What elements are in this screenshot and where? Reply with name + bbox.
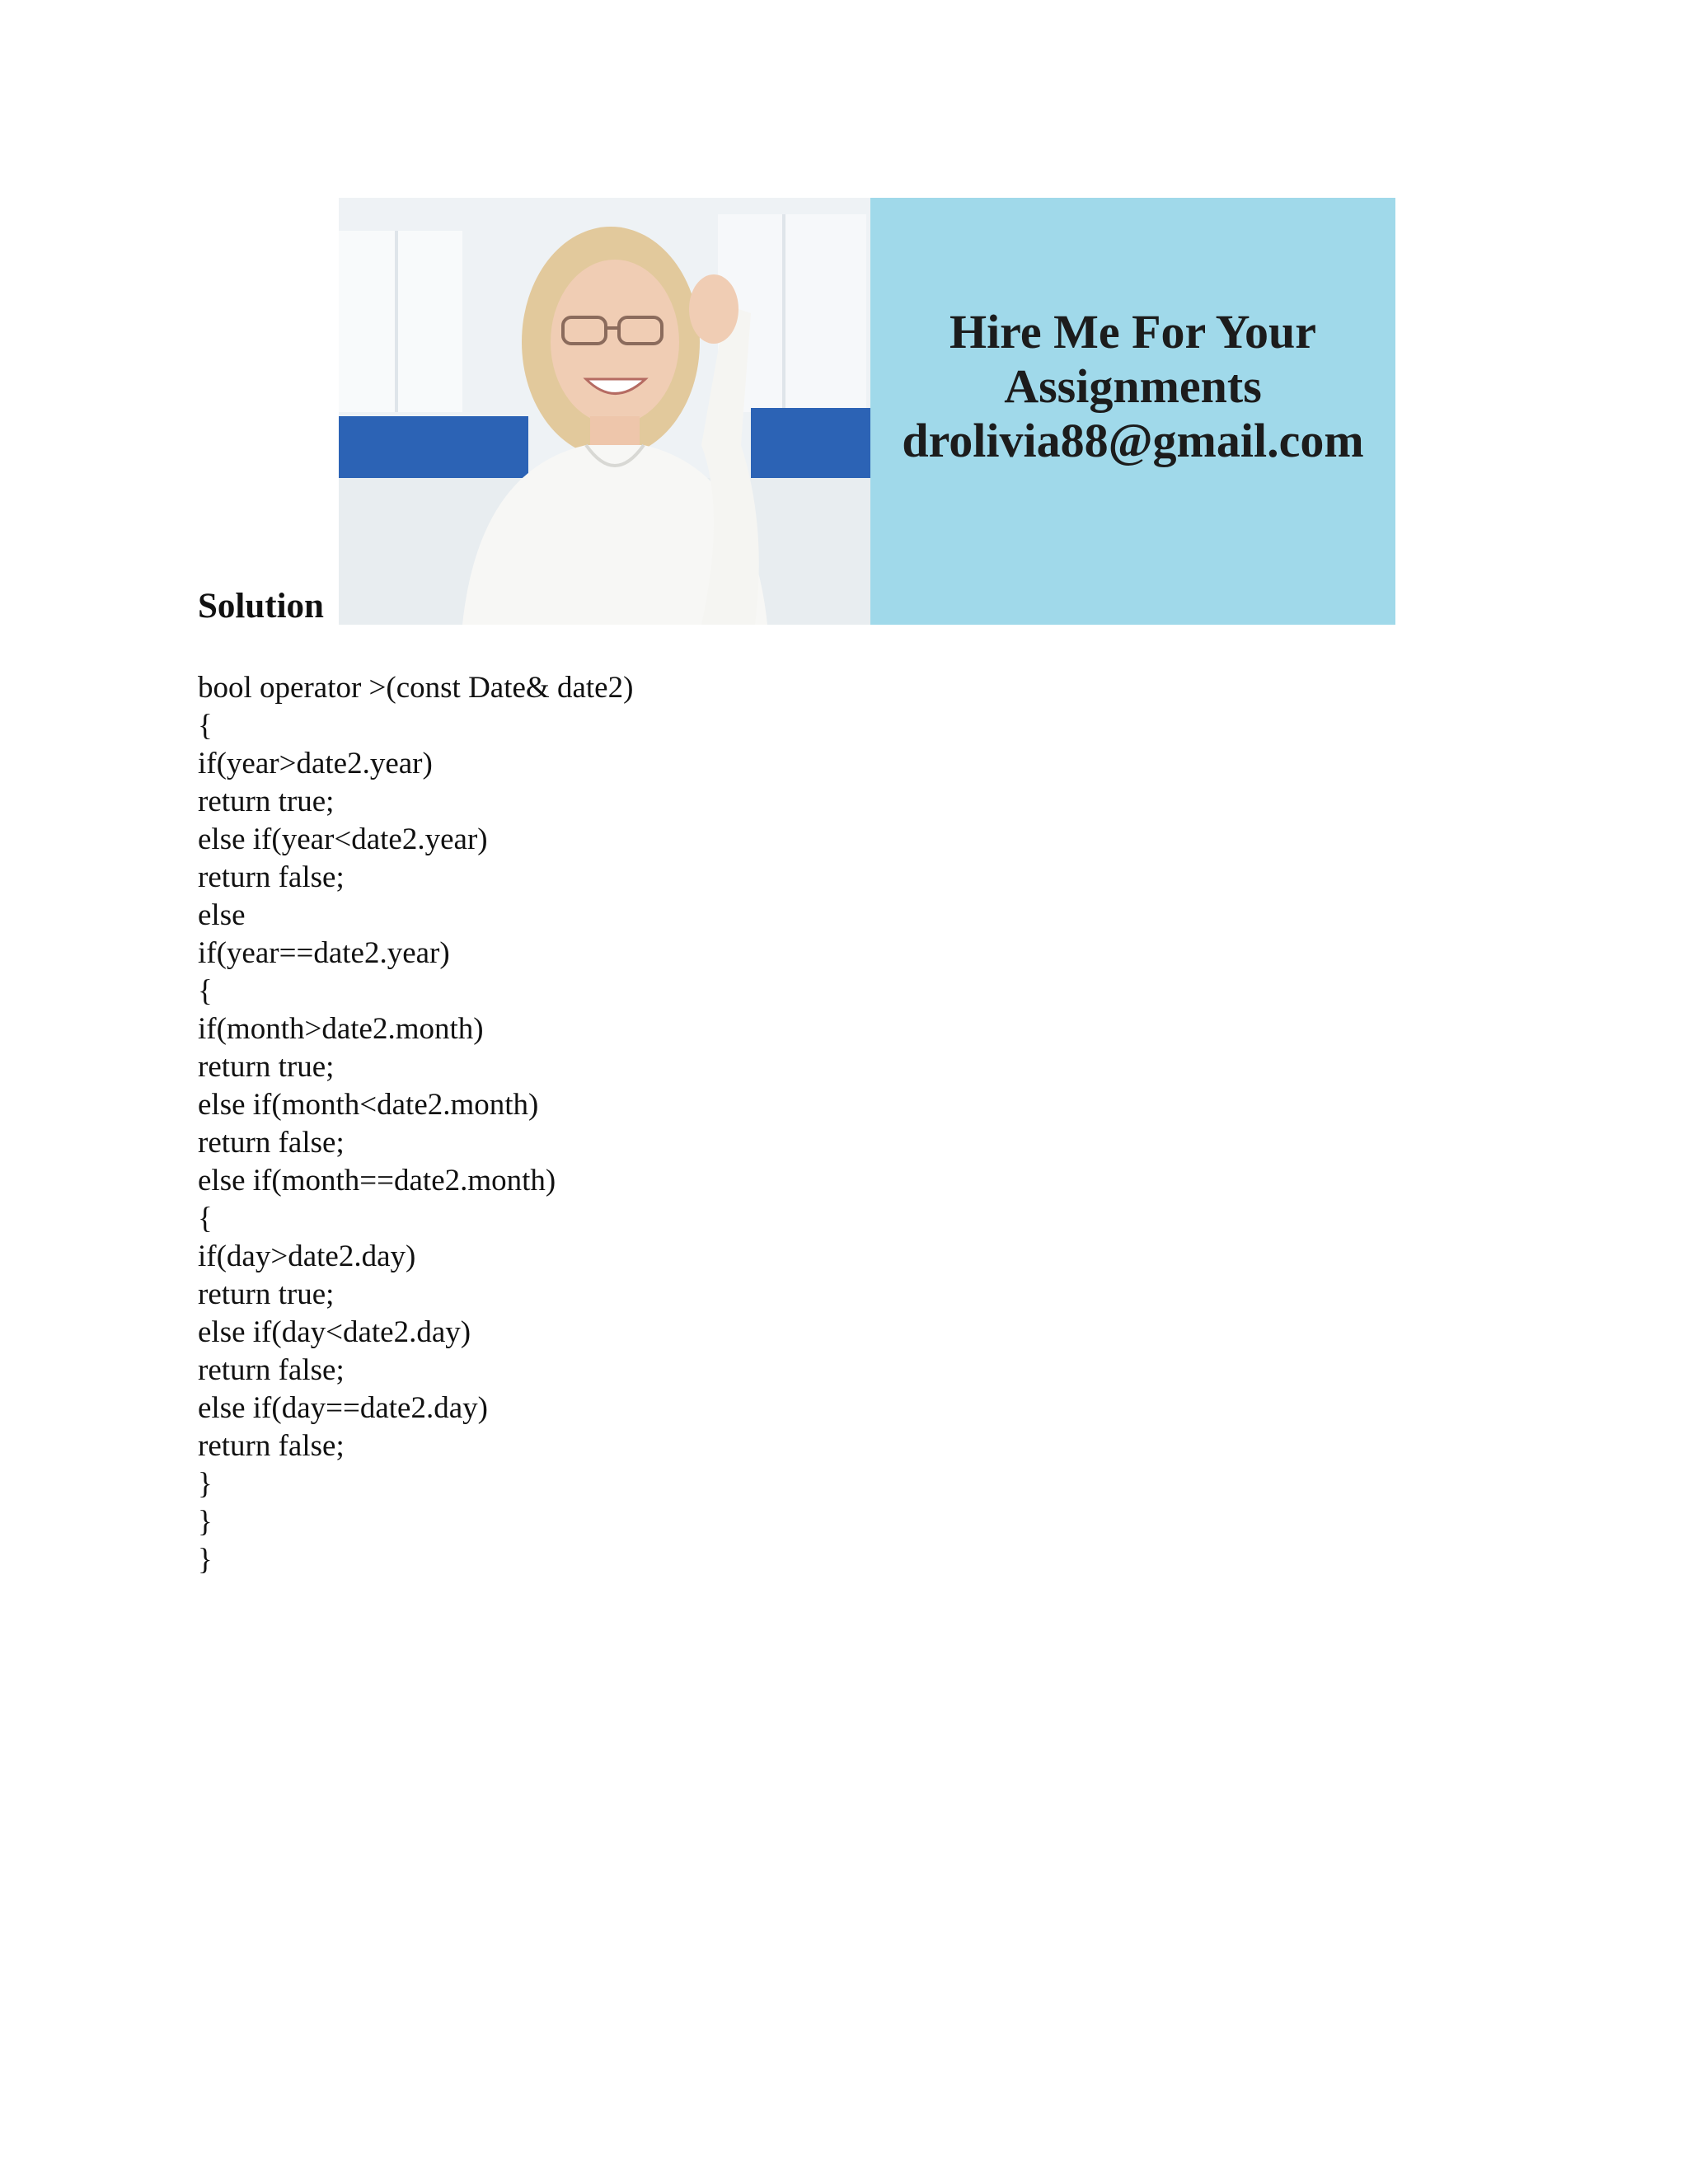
code-line: else if(day==date2.day) — [198, 1391, 488, 1425]
code-line: return false; — [198, 1429, 345, 1463]
code-line: bool operator >(const Date& date2) — [198, 671, 634, 705]
woman-with-glasses-photo — [339, 198, 870, 625]
code-line: return true; — [198, 785, 335, 818]
code-line: if(year>date2.year) — [198, 747, 433, 780]
code-line: return true; — [198, 1050, 335, 1084]
code-line: if(month>date2.month) — [198, 1012, 484, 1046]
code-line: } — [198, 1543, 213, 1577]
code-line: else if(day<date2.day) — [198, 1315, 471, 1349]
banner-text-panel — [870, 198, 1395, 625]
banner-headline-line-1: Hire Me For Your — [949, 305, 1317, 359]
code-line: return false; — [198, 1353, 345, 1387]
code-line: return false; — [198, 1126, 345, 1160]
code-line: else if(year<date2.year) — [198, 823, 488, 856]
code-line: if(day>date2.day) — [198, 1240, 416, 1273]
code-line: else — [198, 898, 246, 932]
code-line: else if(month<date2.month) — [198, 1088, 539, 1122]
code-line: return true; — [198, 1277, 335, 1311]
code-line: if(year==date2.year) — [198, 936, 450, 970]
banner-headline-line-2: Assignments — [1004, 359, 1262, 413]
code-line: else if(month==date2.month) — [198, 1164, 556, 1197]
solution-heading: Solution — [198, 587, 324, 626]
banner-email: drolivia88@gmail.com — [902, 414, 1364, 467]
code-line: } — [198, 1505, 213, 1539]
photo-illustration — [339, 198, 870, 625]
promo-banner — [339, 198, 1395, 625]
code-line: { — [198, 974, 213, 1008]
code-line: { — [198, 709, 213, 743]
code-line: return false; — [198, 860, 345, 894]
code-block — [198, 669, 633, 1579]
code-line: } — [198, 1467, 213, 1501]
code-line: { — [198, 1202, 213, 1235]
